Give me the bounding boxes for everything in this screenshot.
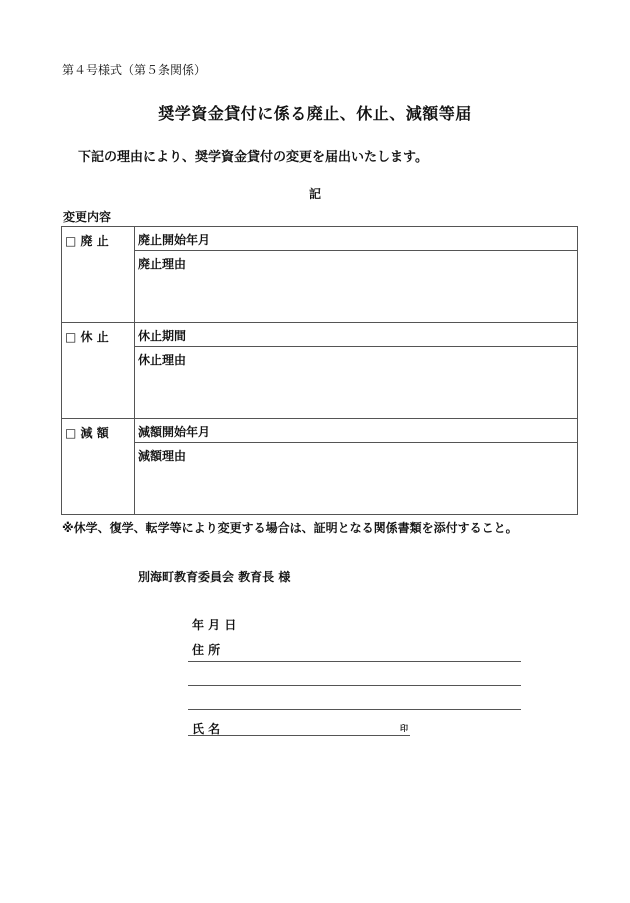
- field-cell[interactable]: 廃止開始年月: [135, 227, 578, 251]
- section-label: 変更内容: [63, 210, 112, 224]
- address-label: 住 所: [192, 643, 221, 657]
- type-cell-kyushi[interactable]: [62, 323, 135, 419]
- intro-text: 下記の理由により、奨学資金貸付の変更を届出いたします。: [78, 150, 428, 165]
- field-cell[interactable]: 休止理由: [135, 347, 578, 419]
- ki-heading: 記: [308, 187, 321, 201]
- table-row: [62, 347, 578, 419]
- table-row: [62, 323, 578, 347]
- date-label: 年 月 日: [192, 618, 237, 632]
- address-line-3[interactable]: [188, 709, 521, 710]
- form-number: 第４号様式（第５条関係）: [62, 63, 207, 77]
- name-label: 氏 名: [192, 722, 221, 736]
- page-title: 奨学資金貸付に係る廃止、休止、減額等届: [158, 104, 472, 123]
- field-cell[interactable]: 減額理由: [135, 443, 578, 515]
- type-cell-haishi[interactable]: [62, 227, 135, 323]
- address-line-2[interactable]: [188, 685, 521, 686]
- table-row: [62, 419, 578, 443]
- type-label: □ 廃 止: [65, 234, 109, 248]
- table-row: [62, 443, 578, 515]
- seal-mark: 印: [400, 724, 408, 733]
- field-cell[interactable]: 減額開始年月: [135, 419, 578, 443]
- type-label: □ 減 額: [65, 426, 109, 440]
- name-line[interactable]: [188, 735, 410, 736]
- table-row: [62, 251, 578, 323]
- address-line-1[interactable]: [188, 661, 521, 662]
- field-cell[interactable]: 廃止理由: [135, 251, 578, 323]
- type-label: □ 休 止: [65, 330, 109, 344]
- type-cell-gengaku[interactable]: [62, 419, 135, 515]
- field-cell[interactable]: 休止期間: [135, 323, 578, 347]
- table-row: [62, 227, 578, 251]
- changes-table: [61, 226, 578, 515]
- note-text: ※休学、復学、転学等により変更する場合は、証明となる関係書類を添付すること。: [62, 521, 518, 535]
- addressee: 別海町教育委員会 教育長 様: [138, 570, 291, 584]
